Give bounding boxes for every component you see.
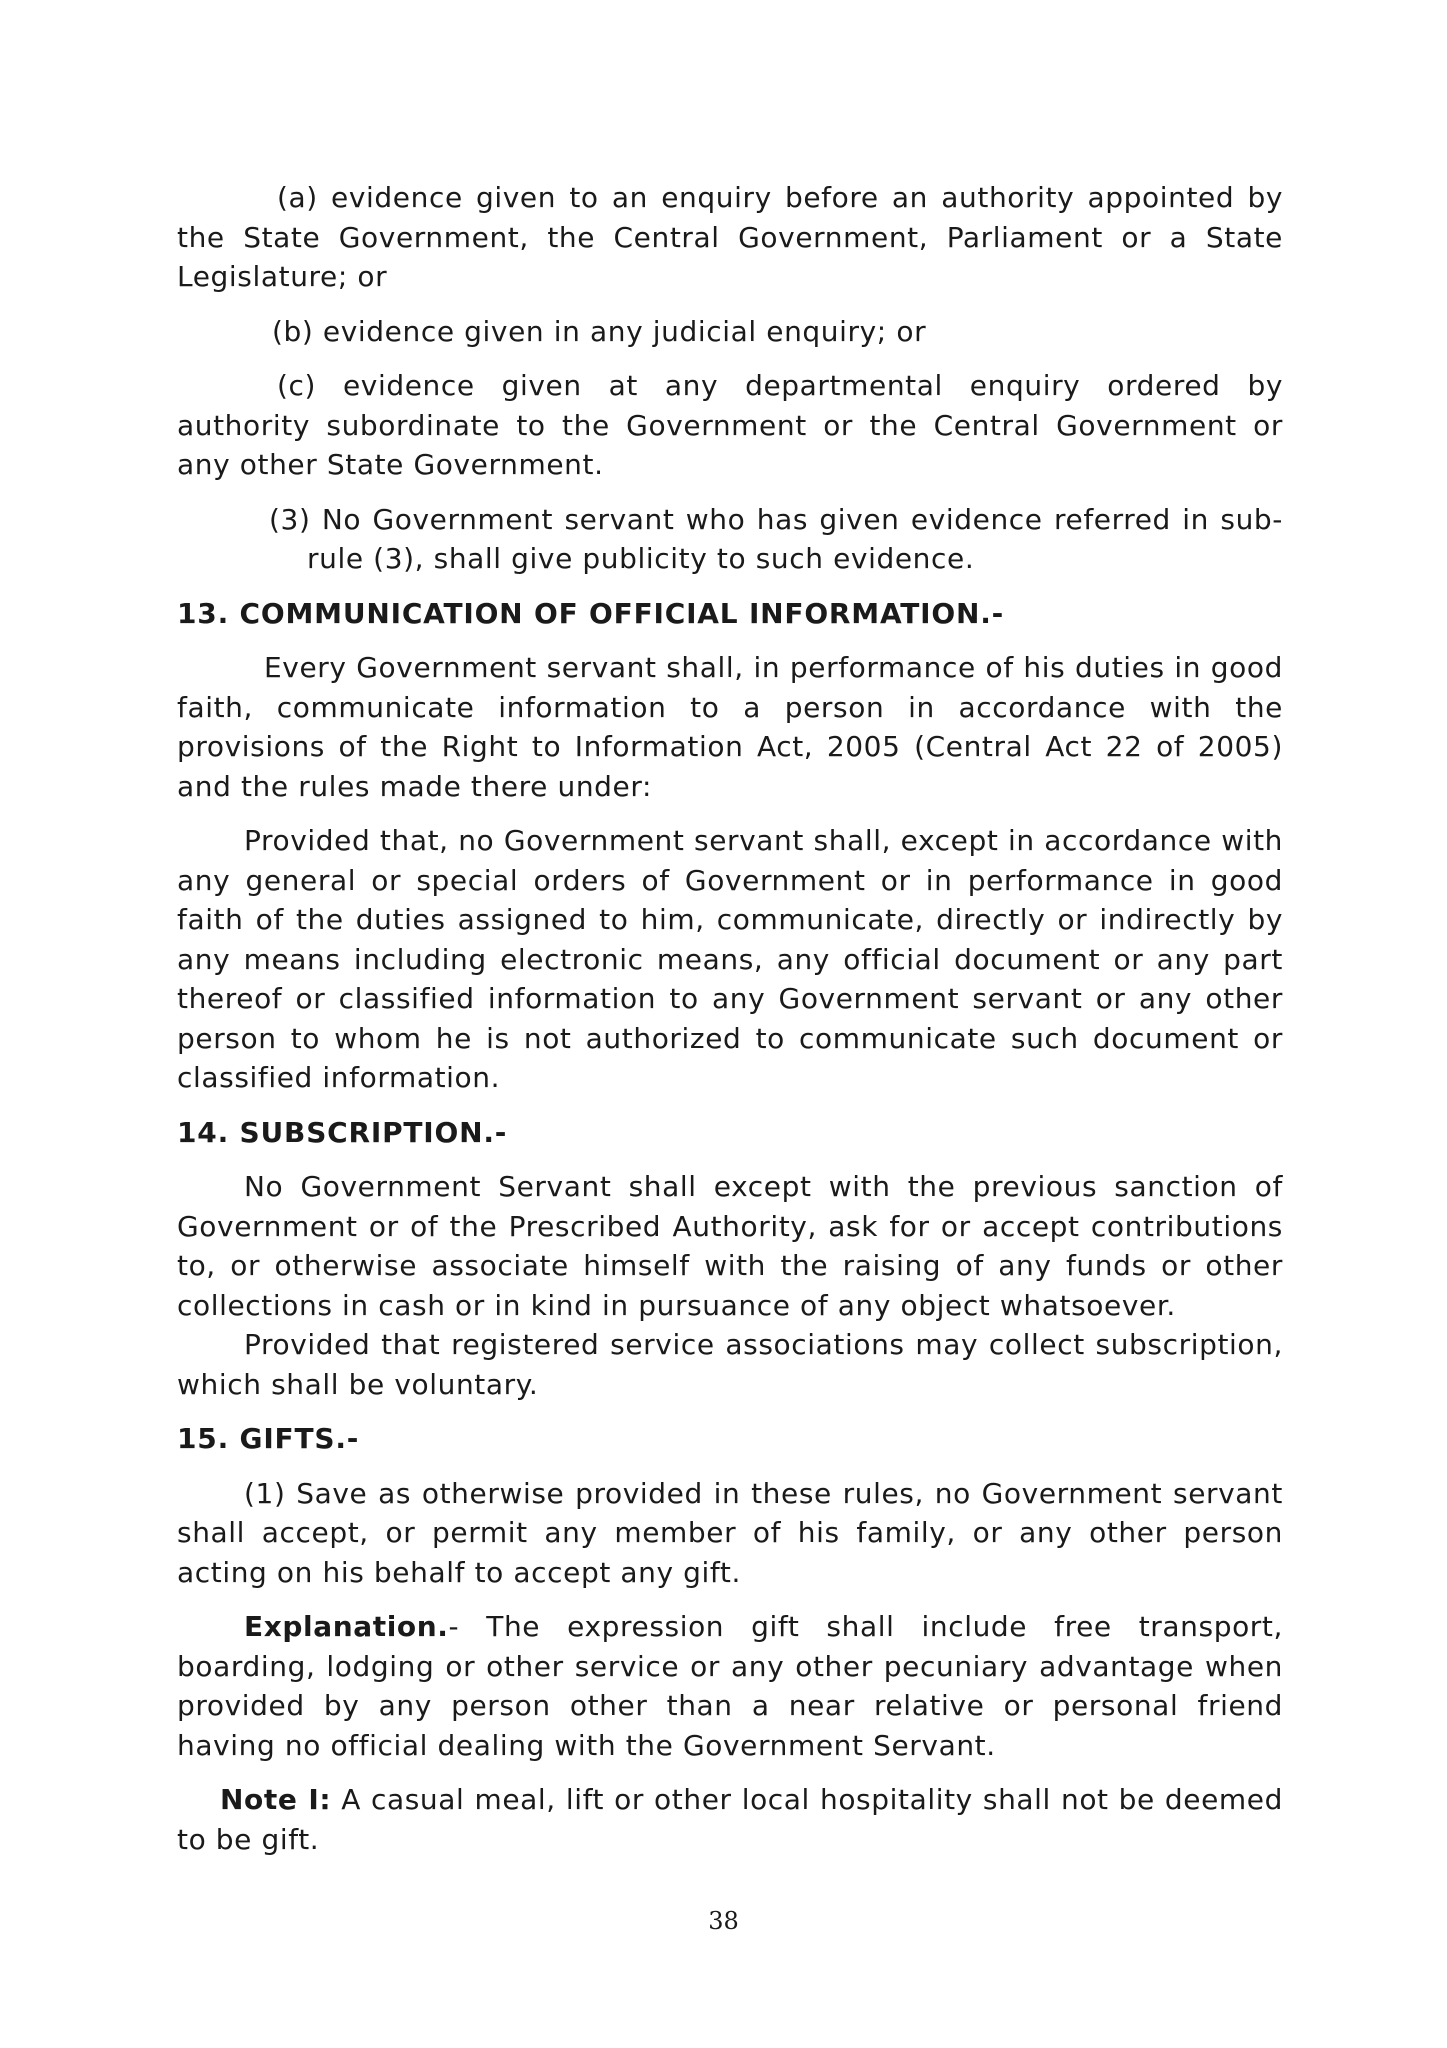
clause-a: (a) evidence given to an enquiry before an authority appointed by the State Government, the Central Government, Parliament or a State Legislature; or	[177, 181, 1283, 293]
section-15-heading: 15. GIFTS.-	[177, 1422, 360, 1455]
explanation-label: Explanation.	[244, 1610, 449, 1643]
section-14-proviso: Provided that registered service associations may collect subscription, which shall be voluntary.	[177, 1328, 1283, 1401]
section-14-heading: 14. SUBSCRIPTION.-	[177, 1115, 508, 1149]
page-body	[177, 178, 1283, 1859]
note-label: Note I:	[220, 1783, 332, 1816]
section-15-paragraph: (1) Save as otherwise provided in these rules, no Government servant shall accept, or permit any member of his family, or any other person acting on his behalf to accept any gift.	[177, 1476, 1283, 1589]
section-15-note	[177, 1780, 1283, 1859]
section-13-paragraph: Every Government servant shall, in performance of his duties in good faith, communicate information to a person in accordance with the provisions of the Right to Information Act, 2005 (Central Act 22 of 2005) and the rules made there under:	[177, 651, 1283, 803]
page-number: 38	[708, 1907, 739, 1935]
sub-rule-3: (3) No Government servant who has given evidence referred in sub-rule (3), shall give publicity to such evidence.	[269, 502, 1283, 575]
note-text: A casual meal, lift or other local hospitality shall not be deemed to be gift.	[177, 1783, 1284, 1856]
section-13-proviso: Provided that, no Government servant shall, except in accordance with any general or special orders of Government or in performance in good faith of the duties assigned to him, communicate, directly or indirectly by any means including electronic means, any official document or any part thereof or classified information to any Government servant or any other person to whom he is not authorized to communicate such document or classified information.	[177, 824, 1283, 1094]
section-13-heading: 13. COMMUNICATION OF OFFICIAL INFORMATION.-	[177, 596, 1005, 630]
clause-c: (c) evidence given at any departmental enquiry ordered by authority subordinate to the Government or the Central Government or any other State Government.	[177, 369, 1283, 481]
section-14-paragraph: No Government Servant shall except with the previous sanction of Government or of the Prescribed Authority, ask for or accept contributions to, or otherwise associate himself with the raising of any funds or other collections in cash or in kind in pursuance of any object whatsoever.	[177, 1170, 1283, 1322]
section-15-explanation	[177, 1607, 1283, 1765]
explanation-text: - The expression gift shall include free transport, boarding, lodging or other service or any other pecuniary advantage when provided by any person other than a near relative or personal friend having no official dealing with the Government Servant.	[177, 1610, 1283, 1762]
clause-b: (b) evidence given in any judicial enquiry; or	[272, 314, 927, 348]
